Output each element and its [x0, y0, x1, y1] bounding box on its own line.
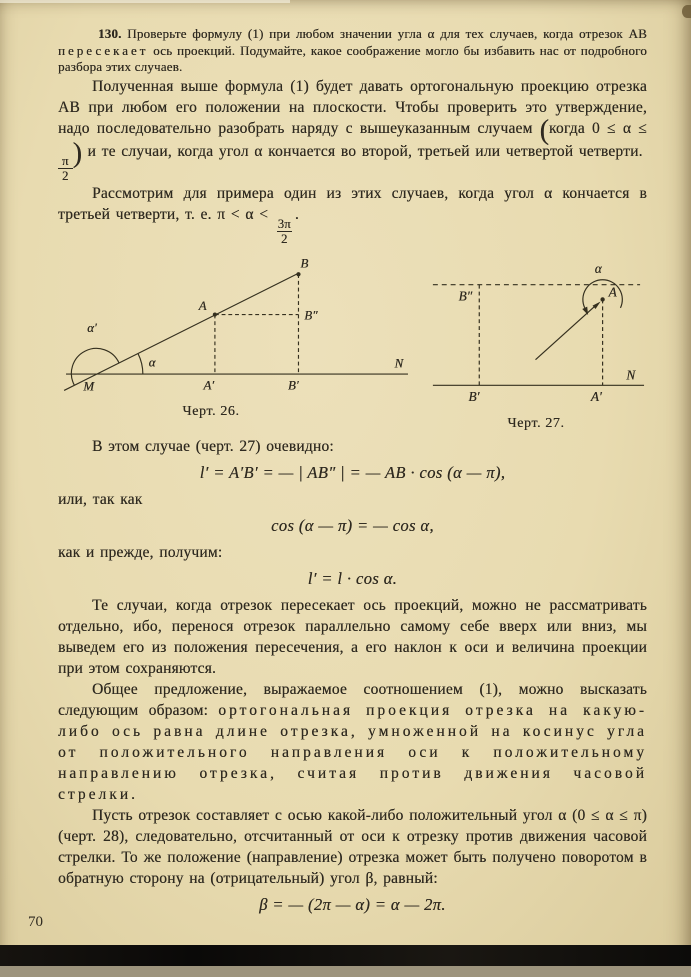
fraction-denominator: 2 [58, 168, 73, 183]
figure-26 [58, 255, 416, 420]
fraction-pi-over-2 [58, 155, 73, 184]
exercise-number: 130. [98, 26, 122, 41]
fig27-label-alpha: α [594, 260, 602, 276]
paragraph-formula-validity [58, 76, 647, 184]
close-paren: ) [72, 137, 82, 169]
paragraph-positive-angle: Пусть отрезок составляет с осью какой-либо положительный угол α (0 ≤ α ≤ π) (черт. 28), следовательно, отсчитанный от оси к отрезку против движения часовой стрелки. То же положение (направление) отрезка может быть получено поворотом в обратную сторону на (отрицательный) угол β, равный: [58, 806, 647, 887]
fig26-label-B: B [300, 255, 309, 271]
figure-27-drawing [425, 255, 647, 413]
fig26-label-B-prime: B′ [287, 377, 299, 393]
book-bottom-shadow [0, 966, 691, 977]
fig26-label-alpha: α [148, 354, 156, 370]
paragraph-example-text-2: . [294, 206, 299, 224]
page-top-edge [0, 0, 290, 3]
angle-condition: когда 0 ≤ α ≤ [548, 119, 647, 137]
figure-26-drawing [58, 255, 416, 401]
fig27-label-A-prime: A′ [590, 388, 602, 404]
fig26-label-M: M [83, 378, 95, 394]
fraction-3pi-over-2 [274, 218, 295, 247]
exercise-emphasis: пересекает [58, 42, 149, 58]
fraction-numerator: π [62, 153, 69, 168]
paragraph-general-emphasis: ортогональная проекция отрезка на какую-либо ось равна длине отрезка, умноженной на косинус угла от положительного направления оси к положительному направлению отрезка, считая против движения часовой стрелки. [58, 701, 647, 803]
open-paren: ( [539, 114, 549, 146]
fig27-label-A: A [608, 284, 617, 300]
exercise-130-paragraph [58, 26, 647, 76]
fig26-label-A: A [198, 297, 207, 313]
page-number: 70 [28, 914, 43, 930]
fig27-label-N: N [626, 367, 636, 383]
fig26-label-B-doubleprime: B″ [304, 307, 318, 323]
fig26-label-A-prime: A′ [203, 377, 215, 393]
fig26-segment-MB [64, 273, 299, 393]
page-content [58, 26, 647, 921]
figure-27 [425, 255, 647, 432]
fig27-label-B-doubleprime: B″ [458, 288, 473, 304]
paragraph-formula-text-2: и те случаи, когда угол α кончается во второй, третьей или четвертой четверти. [81, 142, 643, 160]
exercise-text-1: Проверьте формулу (1) при любом значении угла α для тех случаев, когда отрезок AB [121, 26, 647, 41]
paragraph-formula-text-1: Полученная выше формула (1) будет давать ортогональную проекцию отрезка AB при любом его положении на плоскости. Чтобы проверить это утверждение, надо последовательно разобрать наряду с вышеуказанным случаем [58, 77, 647, 137]
book-bottom-edge [0, 945, 691, 966]
paragraph-intersecting-cases: Те случаи, когда отрезок пересекает ось проекций, можно не рассматривать отдельно, ибо, перенося отрезок параллельно самому себе вверх или вниз, мы выведем его из положения пересечения, а его наклон к оси и величина проекции при этом сохраняются. [58, 596, 647, 677]
fig27-segment [536, 305, 596, 359]
formula-cosine-identity: cos (α — π) = — cos α, [271, 515, 434, 535]
fig26-angle-alpha-arc [138, 353, 143, 374]
fraction-denominator: 2 [277, 231, 292, 246]
paragraph-general-statement [58, 679, 647, 805]
fig26-label-N: N [394, 355, 404, 371]
formula-result: l′ = l · cos α. [307, 568, 398, 588]
formula-projection: l′ = A′B′ = — | AB″ | = — AB · cos (α — π), [199, 462, 506, 482]
fig26-point-A [213, 312, 217, 316]
fig26-label-alpha-prime: α′ [87, 319, 97, 335]
figures-row [58, 255, 647, 432]
paragraph-this-case: В этом случае (черт. 27) очевидно: [92, 437, 334, 455]
fig27-point-A [600, 297, 604, 301]
paragraph-example-text-1: Рассмотрим для примера один из этих случаев, когда угол α кончается в третьей четверти, т. е. π < α < [58, 185, 647, 224]
paragraph-general-text: Общее предложение, выражаемое соотношением (1), можно высказать следующим образом: [58, 680, 647, 719]
page-corner-mark [682, 5, 691, 18]
paragraph-or-since: или, так как [58, 490, 143, 508]
paragraph-example [58, 183, 647, 247]
figure-27-caption: Черт. 27. [507, 415, 565, 431]
exercise-text-2: ось проекций. Подумайте, какое соображение могло бы избавить нас от подробного разбора этих случаев. [58, 42, 647, 74]
fig27-label-B-prime: B′ [468, 388, 480, 404]
figure-26-caption: Черт. 26. [182, 403, 240, 419]
formula-beta: β = — (2π — α) = α — 2π. [259, 894, 446, 914]
fraction-numerator: 3π [277, 217, 291, 232]
fig27-arc-arrowhead [582, 306, 588, 314]
paragraph-as-before: как и прежде, получим: [58, 543, 223, 561]
fig26-point-B [296, 272, 300, 276]
